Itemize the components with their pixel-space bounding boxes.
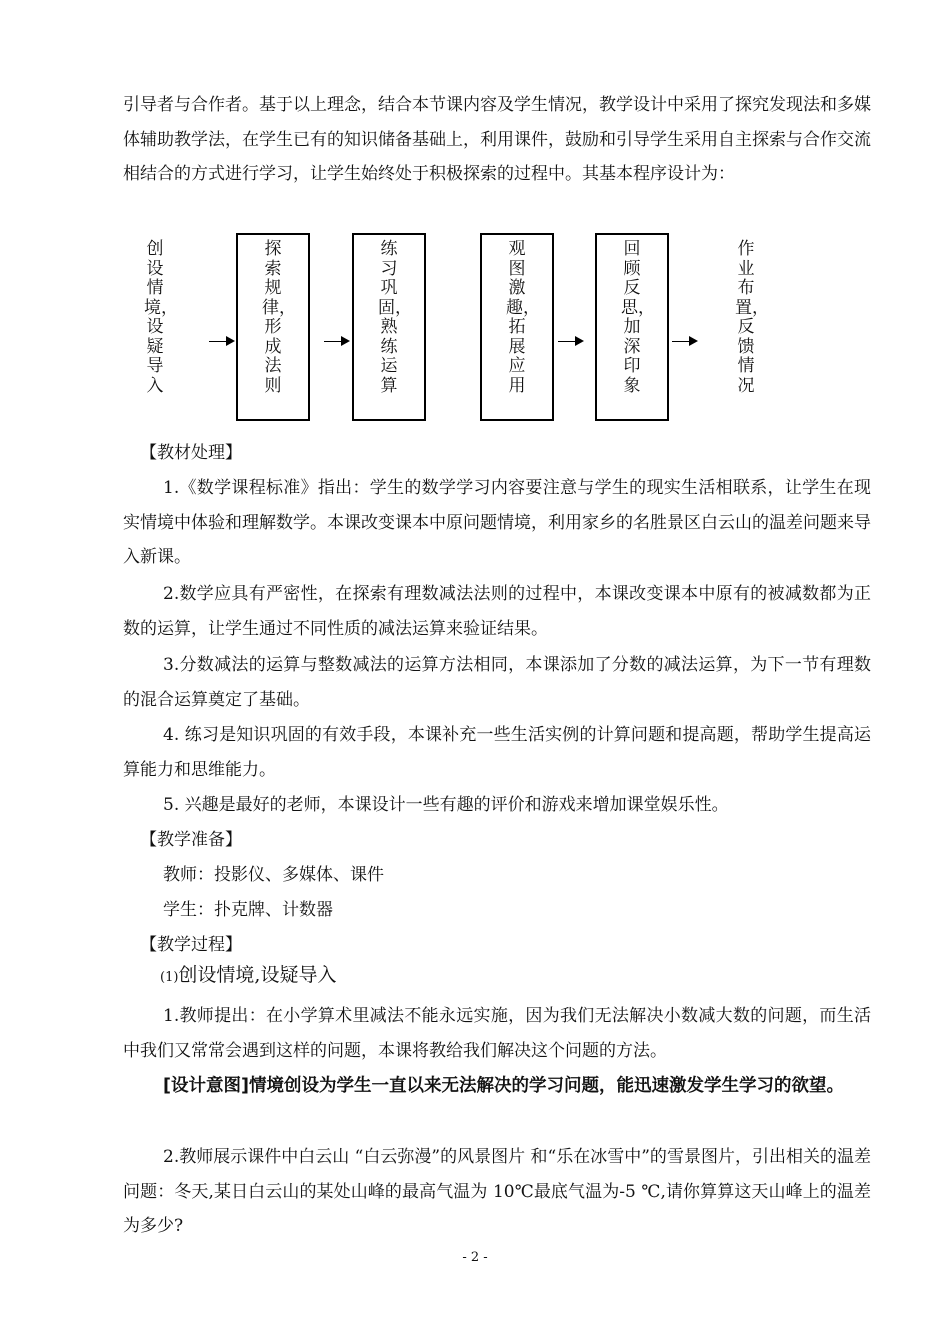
- page-number: - 2 -: [462, 1250, 488, 1265]
- material-item-3: 3.分数减法的运算与整数减法的运算方法相同，本课添加了分数的减法运算，为下一节有理数的混合运算奠定了基础。: [123, 655, 871, 710]
- material-item-4: 4. 练习是知识巩固的有效手段，本课补充一些生活实例的计算问题和提高题，帮助学生提高运算能力和思维能力。: [123, 725, 871, 780]
- flow-step-1: 创设情境，设疑导入: [144, 239, 178, 396]
- material-item-1: 1.《数学课程标准》指出：学生的数学学习内容要注意与学生的现实生活相联系，让学生在现实情境中体验和理解数学。本课改变课本中原问题情境，利用家乡的名胜景区白云山的温差问题来导入新课。: [123, 478, 871, 567]
- flow-arrow-4: [672, 341, 696, 342]
- flow-step-3: 练习巩固，熟练运算: [378, 239, 412, 396]
- step1-number: (1): [160, 970, 179, 985]
- material-item-2: 2.数学应具有严密性，在探索有理数减法法则的过程中，本课改变课本中原有的被减数都为正数的运算，让学生通过不同性质的减法运算来验证结果。: [123, 584, 871, 639]
- process-heading: 【教学过程】: [140, 935, 242, 955]
- design-intent: [设计意图]情境创设为学生一直以来无法解决的学习问题，能迅速激发学生学习的欲望。: [163, 1076, 844, 1096]
- material-item-5: 5. 兴趣是最好的老师，本课设计一些有趣的评价和游戏来增加课堂娱乐性。: [163, 795, 729, 815]
- flow-arrow-2: [324, 341, 348, 342]
- flow-step-5: 回顾反思，加深印象: [621, 239, 655, 396]
- intro-paragraph: 引导者与合作者。基于以上理念，结合本节课内容及学生情况，教学设计中采用了探究发现法和多媒体辅助教学法，在学生已有的知识储备基础上，利用课件，鼓励和引导学生采用自主探索与合作交流相结合的方式进行学习，让学生始终处于积极探索的过程中。其基本程序设计为：: [123, 95, 871, 184]
- prep-teacher: 教师：投影仪、多媒体、课件: [163, 865, 384, 885]
- flow-arrow-1: [209, 341, 233, 342]
- flow-arrow-3: [558, 341, 582, 342]
- flow-step-2: 探索规律，形成法则: [262, 239, 296, 396]
- flow-step-4: 观图激趣，拓展应用: [506, 239, 540, 396]
- flow-step-6: 作业布置，反馈情况: [735, 239, 769, 396]
- step1-heading: [160, 962, 336, 991]
- prep-student: 学生：扑克牌、计数器: [163, 900, 333, 920]
- prep-heading: 【教学准备】: [140, 830, 242, 850]
- paragraph-2: 2.教师展示课件中白云山 “白云弥漫”的风景图片 和“乐在冰雪中”的雪景图片，引出相关的温差问题：冬天,某日白云山的某处山峰的最高气温为 10℃最底气温为-5 ℃,请你算算这天山峰上的温差为多少?: [123, 1147, 871, 1236]
- paragraph-1: 1.教师提出：在小学算术里减法不能永远实施，因为我们无法解决小数减大数的问题，而生活中我们又常常会遇到这样的问题，本课将教给我们解决这个问题的方法。: [123, 1006, 871, 1061]
- step1-title: 创设情境,设疑导入: [178, 964, 337, 986]
- material-heading: 【教材处理】: [140, 443, 242, 463]
